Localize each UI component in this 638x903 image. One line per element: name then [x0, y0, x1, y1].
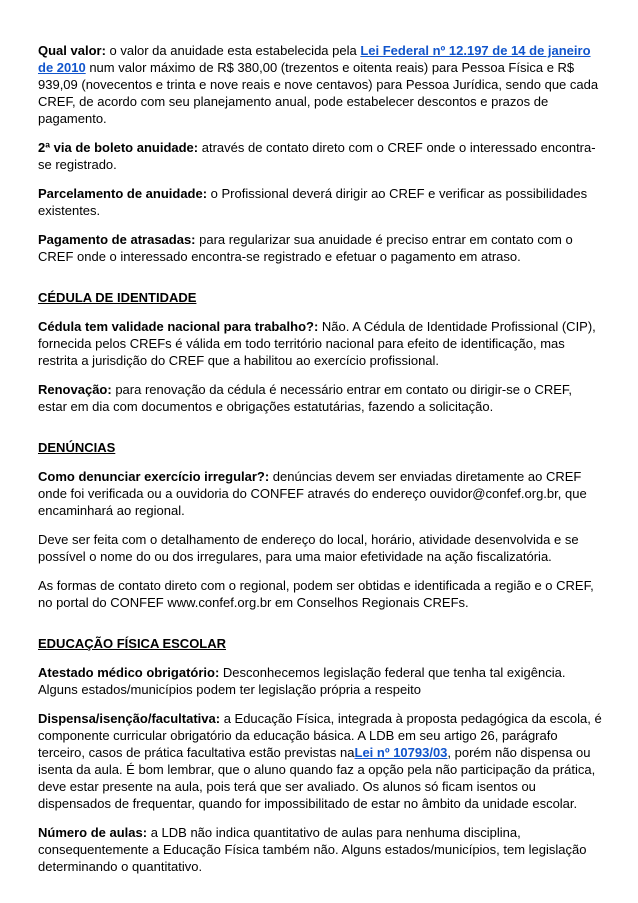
paragraph-text: Não. A Cédula de Identidade Profissional (CIP), fornecida pelos CREFs é válida em todo território nacional para efeito de identificação, mas restrita a jurisdição do CREF que a habilitou ao exercício profissional.: [38, 319, 596, 368]
paragraph-label: Dispensa/isenção/facultativa:: [38, 711, 221, 726]
paragraph-label: Cédula tem validade nacional para trabalho?:: [38, 319, 319, 334]
paragraph-text: num valor máximo de R$ 380,00 (trezentos e oitenta reais) para Pessoa Física e R$ 939,09 (novecentos e trinta e nove reais e nove centavos) para Pessoa Jurídica, sendo que cada CREF, de acordo com seu planejamento anual, pode estabelecer descontos e prazos de pagamento.: [38, 60, 599, 126]
section-heading: DENÚNCIAS: [38, 440, 116, 455]
section-spacer: [38, 623, 604, 635]
paragraph-label: 2ª via de boleto anuidade:: [38, 140, 199, 155]
paragraph-text: a Educação Física, integrada à proposta pedagógica da escola, é componente curricular obrigatório da educação básica. A LDB em seu artigo 26, parágrafo terceiro, casos de prática facultativa estão previstas na: [38, 711, 602, 760]
paragraph-label: Como denunciar exercício irregular?:: [38, 469, 270, 484]
paragraph-text: através de contato direto com o CREF onde o interessado encontra-se registrado.: [38, 140, 596, 172]
paragraph: [38, 577, 604, 611]
paragraph-label: Número de aulas:: [38, 825, 148, 840]
paragraph-text: para regularizar sua anuidade é preciso entrar em contato com o CREF onde o interessado encontra-se registrado e efetuar o pagamento em atraso.: [38, 232, 573, 264]
paragraph: [38, 139, 604, 173]
paragraph: [38, 710, 604, 812]
law-link[interactable]: Lei nº 10793/03: [354, 745, 448, 760]
section-spacer: [38, 277, 604, 289]
paragraph-text: denúncias devem ser enviadas diretamente ao CREF onde foi verificada ou a ouvidoria do CONFEF através do endereço ouvidor@confef.org.br, que encaminhará ao regional.: [38, 469, 587, 518]
paragraph: [38, 185, 604, 219]
paragraph: [38, 468, 604, 519]
paragraph: [38, 664, 604, 698]
paragraph: [38, 318, 604, 369]
paragraph: [38, 531, 604, 565]
paragraph: [38, 42, 604, 127]
paragraph-label: Renovação:: [38, 382, 112, 397]
paragraph-text: Deve ser feita com o detalhamento de endereço do local, horário, atividade desenvolvida e se possível o nome do ou dos irregulares, para uma maior efetividade na ação fiscalizatória.: [38, 532, 579, 564]
paragraph-label: Atestado médico obrigatório:: [38, 665, 220, 680]
section-heading: CÉDULA DE IDENTIDADE: [38, 290, 197, 305]
paragraph-text: , porém não dispensa ou isenta da aula. É bom lembrar, que o aluno quando faz a opção pela não participação da prática, deve estar presente na aula, pois terá que ser avaliado. Os alunos só ficam isentos ou dispensados de frequentar, quando for impossibilitado de estar no âmbito da unidade escolar.: [38, 745, 596, 811]
paragraph-text: Desconhecemos legislação federal que tenha tal exigência. Alguns estados/municípios podem ter legislação própria a respeito: [38, 665, 566, 697]
paragraph-text: para renovação da cédula é necessário entrar em contato ou dirigir-se o CREF, estar em dia com documentos e obrigações estatutárias, fazendo a solicitação.: [38, 382, 573, 414]
law-link[interactable]: Lei Federal nº 12.197 de 14 de janeiro de 2010: [38, 43, 591, 75]
section-heading: EDUCAÇÃO FÍSICA ESCOLAR: [38, 636, 227, 651]
paragraph-label: Qual valor:: [38, 43, 106, 58]
paragraph-text: As formas de contato direto com o regional, podem ser obtidas e identificada a região e o CREF, no portal do CONFEF www.confef.org.br em Conselhos Regionais CREFs.: [38, 578, 594, 610]
paragraph-text: o Profissional deverá dirigir ao CREF e verificar as possibilidades existentes.: [38, 186, 588, 218]
paragraph: [38, 231, 604, 265]
paragraph-label: Parcelamento de anuidade:: [38, 186, 208, 201]
document-body: [38, 42, 604, 887]
paragraph-text: o valor da anuidade esta estabelecida pela: [105, 43, 361, 58]
paragraph: [38, 824, 604, 875]
paragraph: [38, 381, 604, 415]
paragraph-label: Pagamento de atrasadas:: [38, 232, 196, 247]
section-spacer: [38, 427, 604, 439]
paragraph-text: a LDB não indica quantitativo de aulas para nenhuma disciplina, consequentemente a Educação Física também não. Alguns estados/municípios, tem legislação determinando o quantitativo.: [38, 825, 587, 874]
